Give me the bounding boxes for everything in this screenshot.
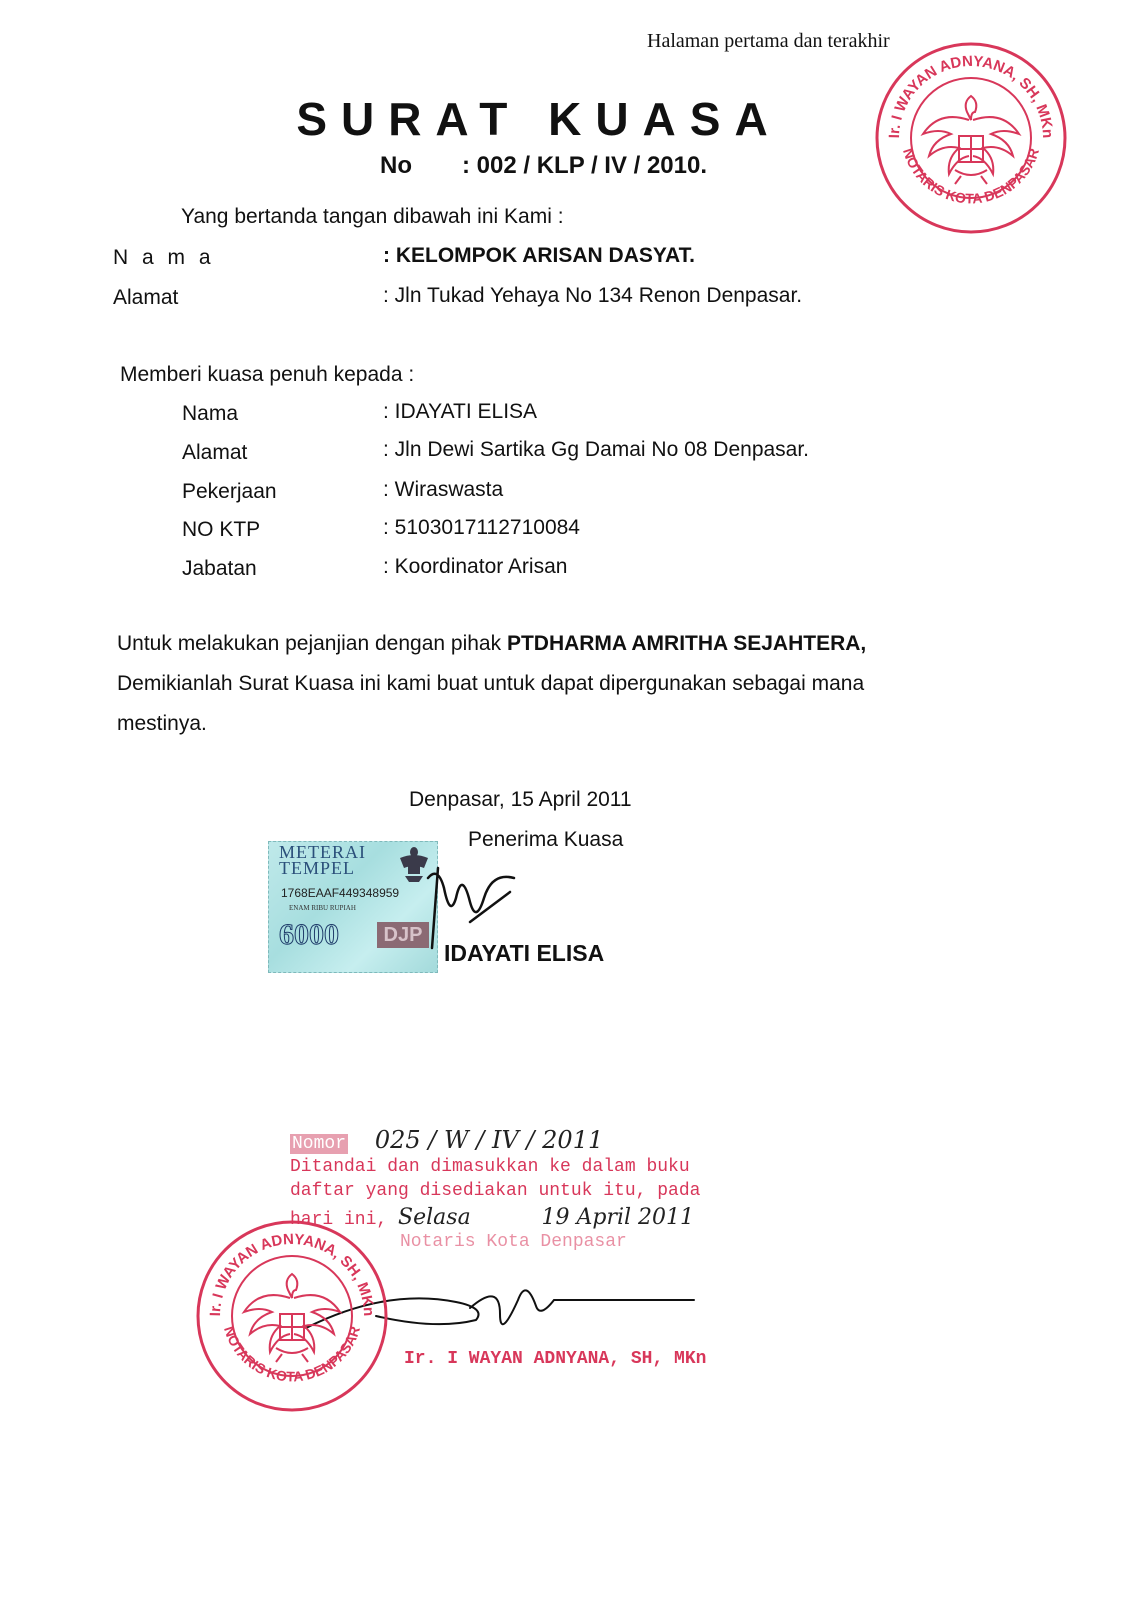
grantor-name-label: N a m a: [113, 246, 215, 269]
grant-intro-text: Memberi kuasa penuh kepada :: [120, 363, 415, 386]
svg-text:Ir. I WAYAN ADNYANA, SH, MKn: Ir. I WAYAN ADNYANA, SH, MKn: [885, 52, 1057, 139]
purpose-line-3: mestinya.: [117, 712, 207, 735]
grantee-position-value: : Koordinator Arisan: [383, 555, 568, 578]
grantee-job-label: Pekerjaan: [182, 480, 277, 503]
notary-signatory: Ir. I WAYAN ADNYANA, SH, MKn: [404, 1349, 707, 1369]
notary-seal-bottom: [194, 1218, 390, 1414]
place-date: Denpasar, 15 April 2011: [409, 788, 632, 811]
grantor-name-value: : KELOMPOK ARISAN DASYAT.: [383, 244, 695, 267]
grantee-address-value: : Jln Dewi Sartika Gg Damai No 08 Denpasar.: [383, 438, 810, 461]
grantee-job-value: : Wiraswasta: [383, 478, 504, 501]
registration-day-prefix: hari ini,: [290, 1210, 388, 1230]
meterai-serial: 1768EAAF449348959: [281, 886, 400, 900]
registration-line-4: Notaris Kota Denpasar: [400, 1232, 627, 1252]
document-number: [380, 152, 707, 180]
grantor-address-label: Alamat: [113, 286, 179, 309]
grantee-name-value: : IDAYATI ELISA: [383, 400, 538, 423]
purpose-line-2: Demikianlah Surat Kuasa ini kami buat untuk dapat dipergunakan sebagai mana: [117, 672, 865, 695]
registration-line-1: Ditandai dan dimasukkan ke dalam buku: [290, 1157, 690, 1177]
registration-number-value: 025 / W / IV / 2011: [374, 1126, 604, 1154]
svg-text:NOTARIS KOTA DENPASAR: NOTARIS KOTA DENPASAR: [900, 146, 1042, 207]
meterai-title: METERAI TEMPEL: [279, 842, 366, 878]
page-note: Halaman pertama dan terakhir: [647, 30, 890, 52]
registration-number-label: Nomor: [292, 1134, 347, 1154]
seal-emblem-icon: [194, 1218, 390, 1414]
purpose-line-1-prefix: Untuk melakukan pejanjian dengan pihak: [117, 632, 507, 655]
registration-day: Selasa: [398, 1205, 471, 1230]
registration-number-row: [290, 1126, 603, 1154]
meterai-denomination-text: ENAM RIBU RUPIAH: [289, 904, 356, 912]
meterai-djp: DJP: [377, 922, 429, 948]
number-value: : 002 / KLP / IV / 2010.: [462, 152, 708, 179]
meterai-value: 6000: [279, 918, 339, 951]
grantee-ktp-label: NO KTP: [182, 518, 261, 541]
registration-date: 19 April 2011: [541, 1205, 695, 1230]
registration-line-2: daftar yang disediakan untuk itu, pada: [290, 1181, 701, 1201]
recipient-name: IDAYATI ELISA: [444, 940, 605, 966]
company-name: PTDHARMA AMRITHA SEJAHTERA,: [506, 632, 867, 655]
grantee-address-label: Alamat: [182, 441, 248, 464]
grantee-position-label: Jabatan: [182, 557, 257, 580]
document-title: SURAT KUASA: [296, 93, 782, 145]
purpose-line-1: [117, 624, 977, 664]
recipient-label: Penerima Kuasa: [468, 828, 624, 851]
intro-text: Yang bertanda tangan dibawah ini Kami :: [181, 205, 564, 228]
grantee-ktp-value: : 5103017112710084: [383, 516, 580, 539]
number-label: No: [380, 152, 412, 179]
svg-text:NOTARIS KOTA DENPASAR: NOTARIS KOTA DENPASAR: [221, 1324, 363, 1385]
grantor-address-value: : Jln Tukad Yehaya No 134 Renon Denpasar.: [383, 284, 803, 307]
svg-text:Ir. I WAYAN ADNYANA, SH, MKn: Ir. I WAYAN ADNYANA, SH, MKn: [206, 1230, 378, 1317]
purpose-paragraph: [117, 624, 977, 744]
grantee-name-label: Nama: [182, 402, 239, 425]
